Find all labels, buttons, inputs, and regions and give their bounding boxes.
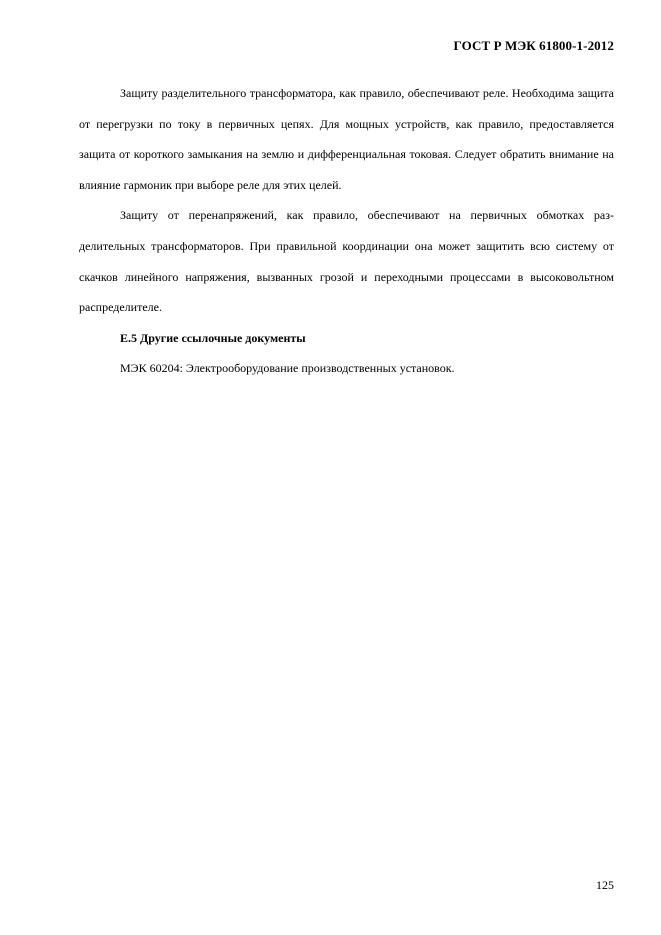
page-body: [79, 78, 614, 384]
paragraph-overvoltage-protection: Защиту от перенапряжений, как правило, обеспечивают на первичных обмотках разделительных трансформаторов. При правильной координации она может защитить всю систему от скачков линейного напряжения, вызванных грозой и переходными процессами в высоковольтном распределителе.: [79, 208, 614, 315]
section-heading: Е.5 Другие ссылочные документы: [120, 330, 306, 345]
paragraph-transformer-protection: Защиту разделительного трансформатора, как правило, обеспечивают реле. Необходима защита от перегрузки по току в первичных цепях. Для мощных устройств, как правило, предоставляется защита от короткого замыкания на землю и дифференциальная токовая. Следует обратить внимание на влияние гармоник при выборе реле для этих целей.: [79, 86, 614, 192]
page-number: 125: [596, 878, 614, 892]
document-header: ГОСТ Р МЭК 61800-1-2012: [453, 38, 614, 53]
reference-item: МЭК 60204: Электрооборудование производственных установок.: [120, 361, 455, 376]
